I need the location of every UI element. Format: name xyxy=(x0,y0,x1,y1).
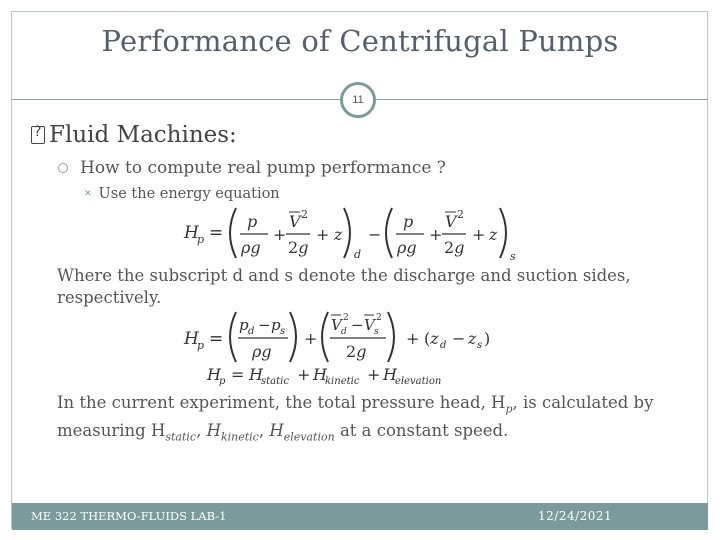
svg-text:ρg: ρg xyxy=(397,238,417,257)
explanation-line-2: respectively. xyxy=(57,288,162,307)
footer-course: ME 322 THERMO-FLUIDS LAB-1 xyxy=(31,509,227,523)
svg-text:elevation: elevation xyxy=(395,376,442,387)
svg-text:ρg: ρg xyxy=(241,238,261,257)
svg-text:V: V xyxy=(331,316,342,334)
experiment-paragraph xyxy=(57,392,677,449)
svg-text:ρg: ρg xyxy=(252,342,272,361)
svg-text:2: 2 xyxy=(376,313,382,323)
svg-text:p: p xyxy=(197,233,205,246)
svg-text:+: + xyxy=(304,329,318,348)
svg-text:H: H xyxy=(207,365,221,384)
svg-text:2: 2 xyxy=(301,208,308,221)
svg-text:V: V xyxy=(289,212,301,231)
section-heading xyxy=(31,122,237,148)
svg-text:V: V xyxy=(445,212,457,231)
svg-text:s: s xyxy=(280,326,286,337)
svg-text:z: z xyxy=(468,329,477,348)
explanation-line-1: Where the subscript d and s denote the discharge and suction sides, xyxy=(57,266,631,285)
footer-date: 12/24/2021 xyxy=(538,509,613,523)
svg-text:z: z xyxy=(334,225,343,244)
svg-text:s: s xyxy=(374,327,379,337)
svg-text:2: 2 xyxy=(343,313,349,323)
svg-text:+: + xyxy=(316,225,330,244)
svg-text:H: H xyxy=(184,329,199,349)
svg-text:p: p xyxy=(403,212,414,231)
svg-text:−: − xyxy=(258,316,271,334)
slide-number: 11 xyxy=(340,82,376,118)
heading-text: Fluid Machines: xyxy=(49,122,237,148)
svg-text:+: + xyxy=(429,225,443,244)
svg-text:+: + xyxy=(406,329,420,348)
question-text: How to compute real pump performance ? xyxy=(80,158,446,178)
x-bullet-icon: ✕ xyxy=(84,189,92,199)
svg-text:H: H xyxy=(383,365,397,384)
svg-text:2g: 2g xyxy=(288,238,309,257)
svg-text:−: − xyxy=(351,316,364,334)
svg-text:2g: 2g xyxy=(444,238,465,257)
ring-bullet-icon xyxy=(58,163,68,173)
svg-text:=: = xyxy=(209,223,224,243)
energy-equation-item xyxy=(84,186,280,202)
svg-text:+: + xyxy=(297,365,311,384)
slide-title: Performance of Centrifugal Pumps xyxy=(101,24,619,58)
svg-text:d: d xyxy=(341,327,347,337)
equation-energy xyxy=(180,204,525,262)
experiment-line-2: measuring $H_{static}$, $H_{kinetic}$, $H_{elevation}$ at a constant speed. xyxy=(57,421,509,444)
svg-text:H: H xyxy=(249,365,263,384)
svg-text:d: d xyxy=(248,326,255,337)
subscript-explanation xyxy=(57,265,657,309)
svg-text:=: = xyxy=(231,365,245,384)
svg-text:p: p xyxy=(271,316,281,334)
svg-text:d: d xyxy=(354,248,362,261)
svg-text:s: s xyxy=(510,250,516,262)
equation-head-difference xyxy=(180,308,525,366)
question-item xyxy=(58,158,446,178)
svg-text:+: + xyxy=(273,225,287,244)
svg-text:p: p xyxy=(247,212,258,231)
bullet-text: Use the energy equation xyxy=(98,186,280,202)
experiment-line-1: In the current experiment, the total pressure head, $H_p$, is calculated by xyxy=(57,393,654,416)
svg-text:p: p xyxy=(197,339,205,352)
svg-text:kinetic: kinetic xyxy=(325,376,360,387)
svg-text:H: H xyxy=(184,223,199,243)
svg-text:z: z xyxy=(489,225,498,244)
svg-text:H: H xyxy=(313,365,327,384)
svg-text:+: + xyxy=(472,225,486,244)
svg-text:2: 2 xyxy=(457,208,464,221)
svg-text:(z: (z xyxy=(424,329,439,348)
svg-text:d: d xyxy=(440,340,447,351)
svg-text:+: + xyxy=(367,365,381,384)
svg-text:=: = xyxy=(209,329,224,349)
square-bullet-icon xyxy=(31,126,45,144)
svg-text:−: − xyxy=(368,225,382,244)
svg-text:s: s xyxy=(477,340,483,351)
svg-text:p: p xyxy=(239,316,249,334)
svg-text:2g: 2g xyxy=(346,342,367,361)
equation-head-components xyxy=(205,362,505,388)
svg-text:V: V xyxy=(364,316,375,334)
svg-text:static: static xyxy=(261,376,289,387)
svg-text:): ) xyxy=(484,329,491,348)
svg-text:p: p xyxy=(219,376,226,387)
svg-text:−: − xyxy=(452,329,466,348)
